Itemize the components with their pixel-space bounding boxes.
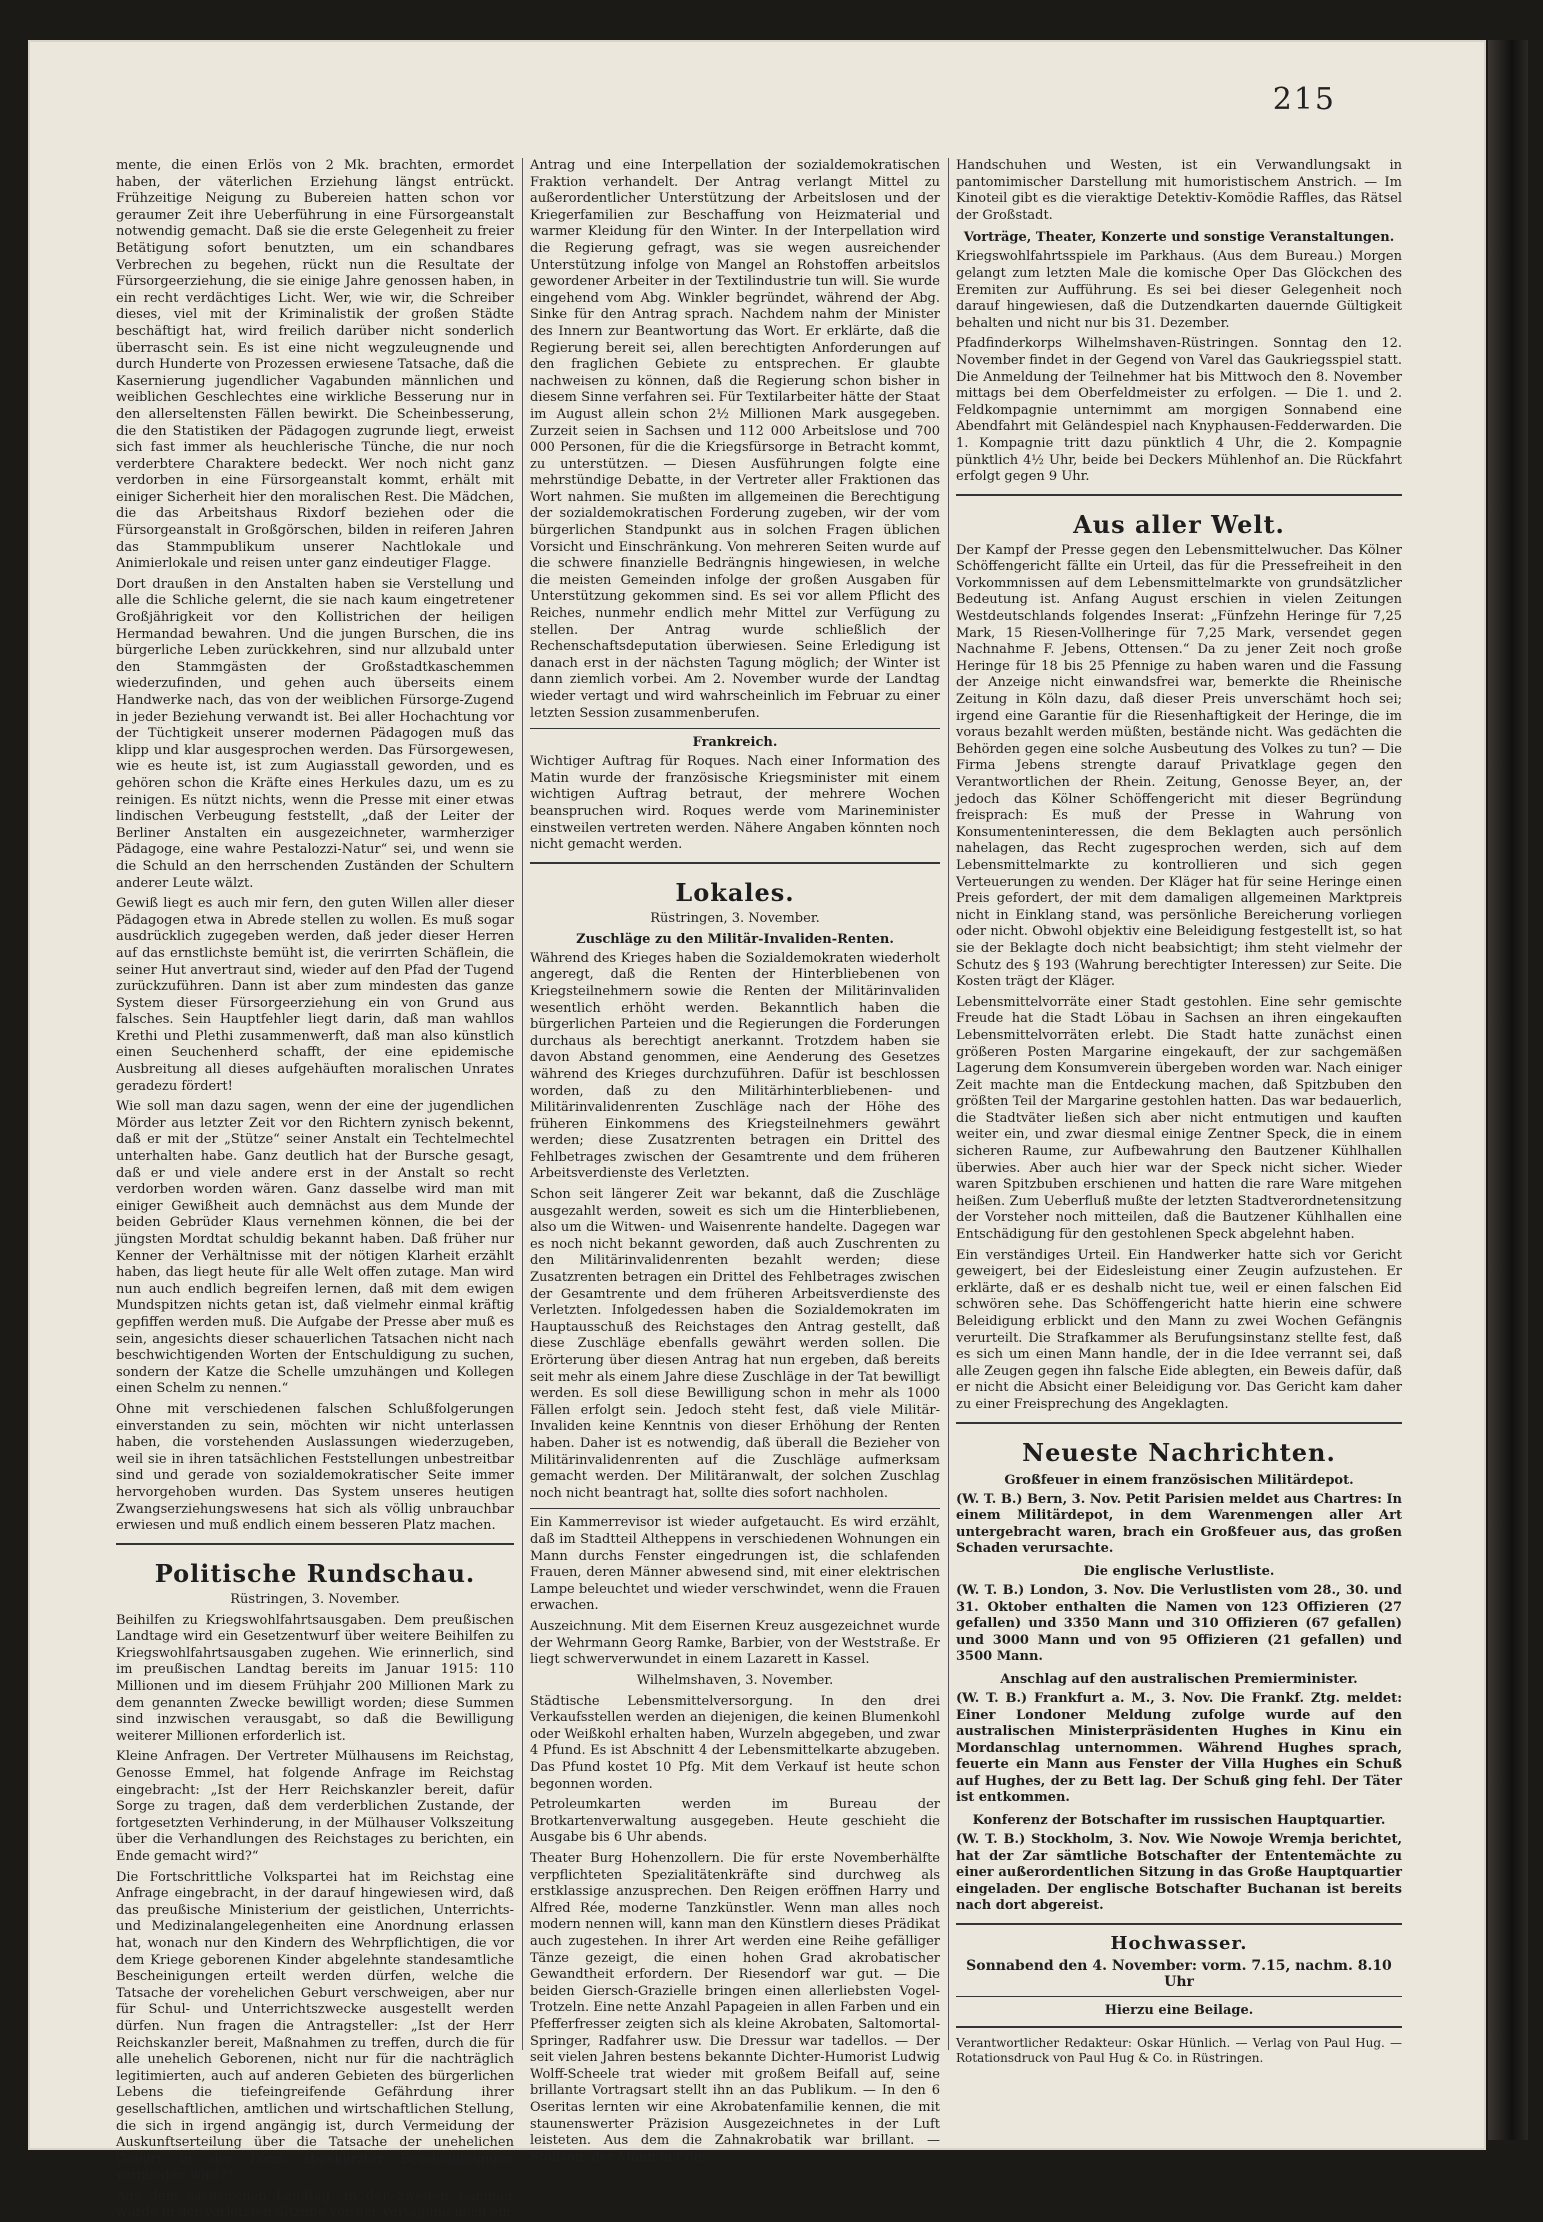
column-rule <box>948 158 949 2050</box>
article-subheading: Zuschläge zu den Militär-Invaliden-Renten. <box>576 931 894 947</box>
article-paragraph: mente, die einen Erlös von 2 Mk. brachten, ermordet haben, der väterlichen Erziehung längst entrückt. Frühzeitige Neigung zu Bubereien hatten schon vor geraumer Zeit ihre Ueberführung in eine Fürsorgeanstalt notwendig gemacht. Daß sie die erste Gelegenheit zu freier Betätigung sofort benutzten, um ein schandbares Verbrechen zu begehen, rückt nun die Resultate der Fürsorgeerziehung, die sie einige Jahre genossen haben, in ein recht verdächtiges Licht. Wer, wie wir, die Schreiber dieses, viel mit der Kriminalistik der großen Städte beschäftigt hat, wird freilich darüber nicht sonderlich überrascht sein. Es ist eine nicht wegzuleugnende und durch Hunderte von Prozessen erwiesene Tatsache, daß die Kasernierung jugendlicher Vagabunden männlichen und weiblichen Geschlechtes eine wirkliche Besserung nur in den allerseltensten Fällen bewirkt. Die Scheinbesserung, die den Statistiken der Pädagogen zugrunde liegt, erweist sich fast immer als heuchlerische Tünche, die nur noch verderbtere Charaktere bedeckt. Wer noch nicht ganz verdorben in eine Fürsorgeanstalt kommt, erhält mit einiger Sicherheit hier den moralischen Rest. Die Mädchen, die das Arbeitshaus Rixdorf beziehen oder die Fürsorgeanstalt in Großgörschen, bilden in reiferen Jahren das Stammpublikum unserer Nachtlokale und Animierlokale und reisen unter ganz eindeutiger Flagge. <box>116 158 514 572</box>
section-divider <box>956 1923 1402 1925</box>
article-paragraph: Die Fortschrittliche Volkspartei hat im Reichstag eine Anfrage eingebracht, in der darauf hingewiesen wird, daß das preußische Ministerium der geistlichen, Unterrichts- und Medizinalangelegenheiten eine Anordnung erlassen hat, wonach nur den Kindern des Wehrpflichtigen, die vor dem Kriege geborenen Kinder abgelehnte standesamtliche Bescheinigungen erteilt werden dürfen, welche die Tatsache der vorehelichen Geburt verschweigen, aber nur für Schul- und Unterrichtszwecke ausgestellt werden dürfen. Nun fragen die Antragsteller: „Ist der Herr Reichskanzler bereit, Maßnahmen zu treffen, durch die für alle unehelich Geborenen, nicht nur für die nachträglich legitimierten, auch auf anderen Gebieten des bürgerlichen Lebens die tiefeingreifende Gefährdung ihrer gesellschaftlichen, amtlichen und wirtschaftlichen Stellung, die sich in irgend angängig ist, durch Vermeidung der Auskunftserteilung über die Tatsache der unehelichen Geburt in der Form abgekürzter Bescheinigungen vermieden wird?“ <box>116 1869 514 2184</box>
news-item: Theater Burg Hohenzollern. Die für erste Novemberhälfte verpflichteten Spezialitätenkräfte sind durchweg als erstklassige anzusprechen. Den Reigen eröffnen Harry und Alfred Rée, moderne Tanzkünstler. Wenn man alles noch modern nennen will, kann man den Künstlern dieses Prädikat auch zugestehen. In ihrer Art werden eine Reihe gefälliger Tänze gezeigt, die einen hohen Grad akrobatischer Gewandtheit erfordern. Der Riesendorf war gut. — Die beiden Giersch-Grazielle bringen einen allerliebsten Vogel-Trotzeln. Eine nette Anzahl Papageien in allen Farben und ein Pfefferfresser zeigten sich als kleine Akrobaten, Saltomortal-Springer, Radfahrer usw. Die Dressur war tadellos. — Der seit vielen Jahren bestens bekannte Dichter-Humorist Ludwig Wolff-Scheele trat wieder mit großem Beifall auf, seine brillante Vortragsart stellt ihn an das Publikum. — In den 6 Oseritas lernten wir eine Akrobatenfamilie kennen, die mit staunenswerter Präzision Ausgezeichnetes in der Luft leisteten. Aus dem die Zahnakrobatik war brillant. — Stollson, der Mann mit den <box>530 1851 940 2165</box>
article-subheading: Konferenz der Botschafter im russischen Hauptquartier. <box>972 1813 1386 1829</box>
news-item: Auszeichnung. Mit dem Eisernen Kreuz ausgezeichnet wurde der Wehrmann Georg Ramke, Barbier, von der Weststraße. Er liegt schwerverwundet in einem Lazarett in Kassel. <box>530 1618 940 1668</box>
newspaper-page <box>28 40 1486 2221</box>
page-number: 215 <box>1272 82 1336 117</box>
article-paragraph: Ohne mit verschiedenen falschen Schlußfolgerungen einverstanden zu sein, möchten wir nicht unterlassen haben, die vorstehenden Auslassungen wiederzugeben, weil sie in ihren tatsächlichen Feststellungen unbestreitbar sind und gerade von sozialdemokratischer Seite immer hervorgehoben wurden. Das System unseres heutigen Zwangserziehungswesens hat sich als völlig unbrauchbar erwiesen und muß endlich einem besseren Platz machen. <box>116 1401 514 1534</box>
section-heading-welt: Aus aller Welt. <box>1073 509 1285 539</box>
section-divider <box>956 2026 1402 2028</box>
article-paragraph: Schon seit längerer Zeit war bekannt, daß die Zuschläge ausgezahlt werden, soweit es sich um die Hinterbliebenen, also um die Witwen- und Waisenrente handelte. Dagegen war es noch nicht bekannt geworden, daß auch Zuschrenten zu den Militärinvalidenrenten bezahlt werden; diese Zusatzrenten betragen ein Drittel des Fehlbetrages zwischen der Gesamtrente und dem früheren Arbeitsverdienste des Verletzten. Infolgedessen haben die Sozialdemokraten im Hauptausschuß des Reichstages den Antrag gestellt, daß diese Zuschläge ebenfalls gewährt werden sollen. Die Erörterung über diesen Antrag hat nun ergeben, daß bereits seit mehr als einem Jahre diese Zuschläge in der Tat bewilligt werden. Es soll diese Bewilligung schon in mehr als 1000 Fällen erfolgt sein. Jedoch steht fest, daß viele Militär-Invaliden keine Kenntnis von dieser Erhöhung der Renten haben. Daher ist es notwendig, daß überall die Bezieher von Militärinvalidenrenten auf die Zuschläge aufmerksam gemacht werden. Der Militäranwalt, der solchen Zuschlag noch nicht beantragt hat, sollte dies sofort nachholen. <box>530 1187 940 1501</box>
article-paragraph: Wie soll man dazu sagen, wenn der eine der jugendlichen Mörder aus letzter Zeit vor den Richtern zynisch bekennt, daß er mit der „Stütze“ seiner Anstalt ein Techtelmechtel unterhalten habe. Ganz deutlich hat der Bursche gesagt, daß er und viele andere erst in der Anstalt so recht verdorben worden wären. Ganz dasselbe wird man mit einiger Gewißheit auch demnächst aus dem Munde der beiden Gebrüder Klaus vernehmen können, die bei der jüngsten Mordtat schuldig bekannt haben. Daß früher nur Kenner der Verhältnisse mit der nötigen Klarheit erzählt haben, das liegt heute für alle Welt offen zutage. Man wird nun auch endlich begreifen lernen, daß mit dem ewigen Mundspitzen nichts getan ist, daß vielmehr einmal kräftig gepfiffen werden muß. Die Aufgabe der Presse aber muß es sein, angesichts dieser schauerlichen Tatsachen nicht nach beschwichtigenden Worten der Entschuldigung zu suchen, sondern der Katze die Schelle umzuhängen und Kollegen einen Schelm zu nennen.“ <box>116 1099 514 1397</box>
section-heading-politik: Politische Rundschau. <box>154 1558 476 1588</box>
column-2 <box>530 158 940 2165</box>
section-divider <box>956 494 1402 496</box>
article-subheading: Vorträge, Theater, Konzerte und sonstige Veranstaltungen. <box>963 230 1395 246</box>
news-item: (W. T. B.) Stockholm, 3. Nov. Wie Nowoje Wremja berichtet, hat der Zar sämtliche Botschafter der Ententemächte zu einer außerordentlichen Sitzung in das Große Hauptquartier eingeladen. Der englische Botschafter Buchanan ist bereits nach dort abgereist. <box>956 1832 1402 1914</box>
news-item: Der Kampf der Presse gegen den Lebensmittelwucher. Das Kölner Schöffengericht fällte ein Urteil, das für die Pressefreiheit in den Vorkommnissen auf dem Lebensmittelmarkte von grundsätzlicher Bedeutung ist. Anfang August erschien in vielen Zeitungen Westdeutschlands folgendes Inserat: „Fünfzehn Heringe für 7,25 Mark, 15 Riesen-Vollheringe für 7,25 Mark, versendet gegen Nachnahme F. Jebens, Ottensen.“ Da zu jener Zeit noch große Heringe für 18 bis 25 Pfennige zu haben waren und die Fassung der Anzeige nicht einwandsfrei war, bemerkte die Rheinische Zeitung in Köln dazu, daß dieser Preis unverschämt hoch sei; irgend eine Garantie für die Riesenhaftigkeit der Heringe, die im voraus bezahlt werden müßten, bestände nicht. Was gedächten die Behörden gegen eine solche Ausbeutung des Volkes zu tun? — Die Firma Jebens strengte darauf Privatklage gegen den Verantwortlichen der Rhein. Zeitung, Genosse Beyer, an, der jedoch das Kölner Schöffengericht mit dieser Begründung freisprach: Es muß der Presse in Wahrung von Konsumenteninteressen, die dem Beklagten auch persönlich nahelagen, das Recht zugesprochen werden, sich auf dem Lebensmittelmarkte zu kontrollieren und sich gegen Verteuerungen zu wenden. Der Kläger hat für seine Heringe einen Preis gefordert, der mit dem damaligen allgemeinen Marktpreis nicht in Einklang stand, was persönliche Bereicherung vorliegen oder nicht. Obwohl objektiv eine Beleidigung festgestellt ist, so hat sie der Beklagte doch nicht beabsichtigt; ihm steht vielmehr der Schutz des § 193 (Wahrung berechtigter Interessen) zur Seite. Die Kosten trägt der Kläger. <box>956 542 1402 990</box>
news-item: Petroleumkarten werden im Bureau der Brotkartenverwaltung ausgegeben. Heute geschieht die Ausgabe bis 6 Uhr abends. <box>530 1797 940 1846</box>
imprint: Verantwortlicher Redakteur: Oskar Hünlich. — Verlag von Paul Hug. — Rotationsdruck von Paul Hug & Co. in Rüstringen. <box>956 2036 1402 2066</box>
article-subheading: Anschlag auf den australischen Premierminister. <box>1000 1671 1358 1687</box>
news-item: Ein verständiges Urteil. Ein Handwerker hatte sich vor Gericht geweigert, bei der Eidesleistung einer Zeugin aufzustehen. Er erklärte, daß er es deshalb nicht tue, weil er einen falschen Eid schwören sehe. Das Schöffengericht hatte hierin eine schwere Beleidigung erblickt und den Mann zu zwei Wochen Gefängnis verurteilt. Die Strafkammer als Berufungsinstanz stellte fest, daß es sich um einen Mann handle, der in die Idee verrannt sei, daß alle Zeugen gegen ihn falsche Eide ablegten, ein Beweis dafür, daß er nicht die Absicht einer Beleidigung vor. Das Gericht kam daher zu einer Freisprechung des Angeklagten. <box>956 1247 1402 1412</box>
dateline: Rüstringen, 3. November. <box>650 910 820 926</box>
news-item: Städtische Lebensmittelversorgung. In den drei Verkaufsstellen werden an diejenigen, die keinen Blumenkohl oder Weißkohl erhalten haben, Wurzeln abgegeben, und zwar 4 Pfund. Es ist Abschnitt 4 der Lebensmittelkarte abzugeben. Das Pfund kostet 10 Pfg. Mit dem Verkauf ist heute schon begonnen worden. <box>530 1693 940 1792</box>
supplement-note: Hierzu eine Beilage. <box>1104 2003 1254 2019</box>
section-heading-lokales: Lokales. <box>675 877 795 907</box>
article-paragraph: Gewiß liegt es auch mir fern, den guten Willen aller dieser Pädagogen etwa in Abrede stellen zu wollen. Es muß sogar ausdrücklich zugegeben werden, daß jeder dieser Herren auf das ernstlichste bemüht ist, die verirrten Schäflein, die seiner Hut anvertraut sind, wieder auf den Pfad der Tugend zurückzuführen. Dann ist aber zum mindesten das ganze System dieser Fürsorgeerziehung ein von Grund aus falsches. Sein Hauptfehler liegt darin, daß man wahllos Krethi und Plethi zusammenwerft, daß man also künstlich einen Seuchenherd schafft, der eine epidemische Ausbreitung all dieses aufgehäuften moralischen Unrates geradezu fördert! <box>116 896 514 1094</box>
article-paragraph: Beihilfen zu Kriegswohlfahrtsausgaben. Dem preußischen Landtage wird ein Gesetzentwurf über weitere Beihilfen zu Kriegswohlfahrtsausgaben zugehen. Wie erinnerlich, sind im preußischen Landtag bereits im Januar 1915: 110 Millionen und im diesem Frühjahr 200 Millionen Mark zu dem genannten Zwecke bewilligt worden; diese Summen sind inzwischen verausgabt, so daß die Bewilligung weiterer Millionen erforderlich ist. <box>116 1612 514 1744</box>
article-paragraph: Antrag und eine Interpellation der sozialdemokratischen Fraktion verhandelt. Der Antrag verlangt Mittel zu außerordentlicher Unterstützung der Arbeitslosen und der Kriegerfamilien zur Beschaffung von Heizmaterial und warmer Kleidung für den Winter. In der Interpellation wird die Regierung gefragt, was sie wegen ausreichender Unterstützung infolge von Mangel an Rohstoffen arbeitslos gewordener Arbeiter in der Textilindustrie tun will. Sie wurde eingehend vom Abg. Winkler begründet, während der Abg. Sinke für den Antrag sprach. Nachdem nahm der Minister des Innern zur Beantwortung das Wort. Er erklärte, daß die Regierung bereit sei, allen berechtigten Anforderungen auf den fraglichen Gebiete zu entsprechen. Er glaubte nachweisen zu können, daß die Regierung schon bisher in diesem Sinne verfahren sei. Für Textilarbeiter hätte der Staat im August allein schon 2½ Millionen Mark ausgegeben. Zurzeit seien in Sachsen und 112 000 Arbeitslose und 700 000 Personen, für die die Kriegsfürsorge in Betracht kommt, zu unterstützen. — Diesen Ausführungen folgte eine mehrstündige Debatte, in der Vertreter aller Fraktionen das Wort nahmen. Sie mußten im allgemeinen die Berechtigung der sozialdemokratischen Forderung zugeben, wir der vom bürgerlichen Standpunkt aus in solchen Fragen üblichen Vorsicht und Einschränkung. Von mehreren Seiten wurde auf die schwere finanzielle Bedrängnis hingewiesen, in welche die meisten Gemeinden infolge der großen Ausgaben für Unterstützung gekommen sind. Es sei vor allem Pflicht des Reiches, nunmehr endlich mehr Mittel zur Verfügung zu stellen. Der Antrag wurde schließlich der Rechenschaftsdeputation überwiesen. Seine Erledigung ist danach erst in der nächsten Tagung möglich; der Winter ist dann ziemlich vorbei. Am 2. November wurde der Landtag wieder vertagt und wird wahrscheinlich im Februar zu einer letzten Session zusammenberufen. <box>530 158 940 721</box>
article-paragraph: Während des Krieges haben die Sozialdemokraten wiederholt angeregt, daß die Renten der Hinterbliebenen von Kriegsteilnehmern sowie die Renten der Militärinvaliden wesentlich erhöht werden. Bekanntlich haben die bürgerlichen Parteien und die Regierungen die Forderungen durchaus als berechtigt anerkannt. Trotzdem haben sie davon Abstand genommen, eine Aenderung des Gesetzes während des Krieges durchzuführen. Dafür ist beschlossen worden, daß zu den Militärhinterbliebenen- und Militärinvalidenrenten Zuschläge nach der Höhe des früheren Einkommens des Kriegsteilnehmers gewährt werden; diese Zusatzrenten betragen ein Drittel des Fehlbetrages zwischen der Gesamtrente und dem früheren Arbeitsverdienste des Verletzten. <box>530 950 940 1182</box>
section-heading-neueste: Neueste Nachrichten. <box>1022 1437 1336 1467</box>
section-divider <box>530 728 940 729</box>
section-divider <box>116 1543 514 1545</box>
book-binding <box>1488 40 1528 2140</box>
section-divider <box>530 862 940 864</box>
news-item: Ein Kammerrevisor ist wieder aufgetaucht. Es wird erzählt, daß im Stadtteil Altheppens in verschiedenen Wohnungen ein Mann durchs Fenster eingedrungen ist, die schlafenden Frauen, deren Männer abwesend sind, mit einer elektrischen Lampe beleuchtet und wieder verschwindet, wenn die Frauen erwachen. <box>530 1515 940 1614</box>
column-3 <box>956 158 1402 2066</box>
column-rule <box>522 158 523 2050</box>
dateline: Rüstringen, 3. November. <box>230 1591 400 1607</box>
section-divider <box>956 1422 1402 1424</box>
news-item: (W. T. B.) Frankfurt a. M., 3. Nov. Die Frankf. Ztg. meldet: Einer Londoner Meldung zufolge wurde auf den australischen Ministerpräsidenten Hughes in Kinu ein Mordanschlag unternommen. Während Hughes sprach, feuerte ein Mann aus Fenster der Villa Hughes ein Schuß auf Hughes, der zu Bett lag. Der Schuß ging fehl. Der Täter ist entkommen. <box>956 1690 1402 1806</box>
article-paragraph: Dort draußen in den Anstalten haben sie Verstellung und alle die Schliche gelernt, die sie nach kaum eingetretener Großjährigkeit vor den Kollistrichen der heiligen Hermandad bewahren. Und die jungen Burschen, die ins bürgerliche Leben zurückkehren, sind nur allzubald unter den Stammgästen der Großstadtkaschemmen wiederzufinden, und gehen auch überseits einem Handwerke nach, das von der weiblichen Fürsorge-Zugend in jeder Beziehung verwandt ist. Bei aller Hochachtung vor der Tüchtigkeit unserer modernen Pädagogen muß das klipp und klar ausgesprochen werden. Das Fürsorgewesen, wie es heute ist, ist zum Augiasstall geworden, und es gehören schon die Kräfte eines Herkules dazu, um es zu reinigen. Es nützt nichts, wenn die Presse mit einer etwas lindischen Verbeugung feststellt, „daß der Leiter der Berliner Anstalten ein ausgezeichneter, warmherziger Pädagoge, eine wahre Pestalozzi-Natur“ sei, und wenn sie die Schuld an den herrschenden Zuständen der Schultern anderer Leute wälzt. <box>116 576 514 891</box>
article-subheading: Die englische Verlustliste. <box>1083 1563 1275 1579</box>
news-item: Lebensmittelvorräte einer Stadt gestohlen. Eine sehr gemischte Freude hat die Stadt Löbau in Sachsen an ihren eingekauften Lebensmittelvorräten erlebt. Die Stadt hatte zunächst einen größeren Posten Margarine eingekauft, der zur sachgemäßen Lagerung dem Konsumverein übergeben worden war. Nach einiger Zeit machte man die Entdeckung machen, daß Spitzbuben den größten Teil der Margarine gestohlen hatten. Das war bedauerlich, die Stadtväter ließen sich aber nicht entmutigen und kauften weiter ein, und zwar diesmal einige Zentner Speck, die in einem sicheren Raume, zur Aufbewahrung den Bautzener Kühlhallen überwies. Aber auch hier war der Speck nicht sicher. Wieder waren Spitzbuben erschienen und hatten die rare Ware mitgehen heißen. Zum Ueberfluß mußte der letzten Stadtverordnetensitzung der Vorsteher noch mitteilen, daß die Bautzener Kühlhallen eine Entschädigung für den gestohlenen Speck abgelehnt haben. <box>956 994 1402 1243</box>
article-subheading: Großfeuer in einem französischen Militärdepot. <box>1004 1472 1354 1488</box>
news-item: Kriegswohlfahrtsspiele im Parkhaus. (Aus dem Bureau.) Morgen gelangt zum letzten Male die komische Oper Das Glöckchen des Eremiten zur Aufführung. Es sei bei dieser Gelegenheit noch darauf hingewiesen, daß die Dutzendkarten dauernde Gültigkeit behalten und nicht nur bis 31. Dezember. <box>956 249 1402 331</box>
section-divider <box>530 1508 940 1509</box>
column-1 <box>116 158 514 2221</box>
section-heading-hochwasser: Hochwasser. <box>1110 1933 1248 1955</box>
news-item: Pfadfinderkorps Wilhelmshaven-Rüstringen. Sonntag den 12. November findet in der Gegend von Varel das Gaukriegsspiel statt. Die Anmeldung der Teilnehmer hat bis Mittwoch den 8. November mittags bei dem Oberfeldmeister zu erfolgen. — Die 1. und 2. Feldkompagnie unternimmt am morgigen Sonnabend eine Abendfahrt mit Geländespiel nach Knyphausen-Fedderwarden. Die 1. Kompagnie tritt dazu pünktlich 4 Uhr, die 2. Kompagnie pünktlich 4½ Uhr, beide bei Deckers Mühlenhof an. Die Rückfahrt erfolgt gegen 9 Uhr. <box>956 336 1402 485</box>
tide-times: Sonnabend den 4. November: vorm. 7.15, nachm. 8.10 Uhr <box>966 1958 1392 1991</box>
article-paragraph: Kleine Anfragen. Der Vertreter Mülhausens im Reichstag, Genosse Emmel, hat folgende Anfrage im Reichstag eingebracht: „Ist der Herr Reichskanzler bereit, dafür Sorge zu tragen, daß dem verderblichen Zustande, der fortgesetzten Verhinderung, in der Mülhauser Volkszeitung über die Verhandlungen des Reichstages zu berichten, ein Ende gemacht wird?“ <box>116 1749 514 1864</box>
news-item: (W. T. B.) London, 3. Nov. Die Verlustlisten vom 28., 30. und 31. Oktober enthalten die Namen von 123 Offizieren (27 gefallen) und 3350 Mann und 310 Offizieren (67 gefallen) und 3000 Mann und von 95 Offizieren (21 gefallen) und 3500 Mann. <box>956 1582 1402 1665</box>
article-paragraph: Handschuhen und Westen, ist ein Verwandlungsakt in pantomimischer Darstellung mit humoristischem Anstrich. — Im Kinoteil gibt es die vieraktige Detektiv-Komödie Raffles, das Rätsel der Großstadt. <box>956 158 1402 223</box>
article-paragraph: Aus dem sächsischen Landtag. In der zweiten Kammer wurde in der vorletzten Sitzung vor der Vertagung noch ein <box>116 2188 514 2221</box>
article-paragraph: Wichtiger Auftrag für Roques. Nach einer Information des Matin wurde der französische Kriegsminister mit einem wichtigen Auftrag betraut, der mehrere Wochen beanspruchen wird. Roques werde vom Marineminister einstweilen vertreten werden. Nähere Angaben könnten noch nicht gemacht werden. <box>530 754 940 853</box>
section-heading-frankreich: Frankreich. <box>692 735 778 751</box>
dateline: Wilhelmshaven, 3. November. <box>636 1672 834 1688</box>
section-divider <box>956 1996 1402 1997</box>
news-item: (W. T. B.) Bern, 3. Nov. Petit Parisien meldet aus Chartres: In einem Militärdepot, in dem Warenmengen aller Art untergebracht waren, brach ein Großfeuer aus, das großen Schaden verursachte. <box>956 1491 1402 1557</box>
